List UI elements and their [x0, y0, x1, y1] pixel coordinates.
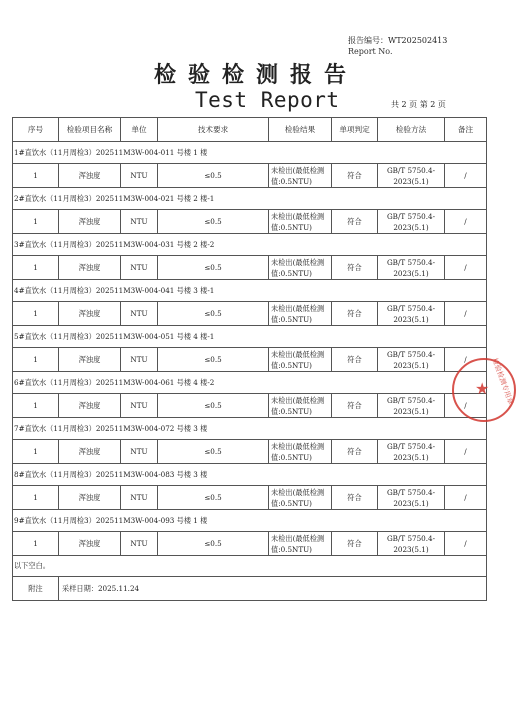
test-item: 浑浊度 — [59, 486, 121, 510]
remark-cell: / — [445, 486, 487, 510]
method-cell: GB/T 5750.4-2023(5.1) — [378, 256, 445, 280]
page-info: 共 2 页 第 2 页 — [391, 100, 446, 109]
remark-cell: / — [445, 164, 487, 188]
sample-group-row — [13, 188, 487, 210]
note-label: 附注 — [13, 577, 59, 601]
sample-group-title: 9#直饮水（11月周检3）202511M3W-004-093 号楼 1 楼 — [13, 510, 487, 532]
row-number: 1 — [13, 164, 59, 188]
unit-cell: NTU — [121, 440, 158, 464]
method-cell: GB/T 5750.4-2023(5.1) — [378, 164, 445, 188]
sample-group-row — [13, 372, 487, 394]
sample-group-title: 7#直饮水（11月周检3）202511M3W-004-072 号楼 3 楼 — [13, 418, 487, 440]
sample-group-title: 4#直饮水（11月周检3）202511M3W-004-041 号楼 3 楼-1 — [13, 280, 487, 302]
verdict-cell: 符合 — [332, 486, 378, 510]
table-header-row — [13, 118, 487, 142]
method-cell: GB/T 5750.4-2023(5.1) — [378, 210, 445, 234]
remark-cell: / — [445, 256, 487, 280]
test-item: 浑浊度 — [59, 394, 121, 418]
row-number: 1 — [13, 302, 59, 326]
report-number-en-label: Report No. — [348, 47, 393, 56]
report-number-label: 报告编号：WT202502413 — [348, 36, 448, 45]
test-item: 浑浊度 — [59, 348, 121, 372]
remark-cell: / — [445, 302, 487, 326]
requirement-cell: ≤0.5 — [158, 302, 269, 326]
requirement-cell: ≤0.5 — [158, 486, 269, 510]
result-cell: 未检出(最低检测值:0.5NTU) — [269, 348, 332, 372]
remark-cell: / — [445, 532, 487, 556]
unit-cell: NTU — [121, 348, 158, 372]
remark-cell: / — [445, 394, 487, 418]
verdict-cell: 符合 — [332, 164, 378, 188]
sample-group-title: 6#直饮水（11月周检3）202511M3W-004-061 号楼 4 楼-2 — [13, 372, 487, 394]
table-row — [13, 164, 487, 188]
report-number — [348, 35, 447, 57]
column-header: 检验项目名称 — [59, 118, 121, 142]
unit-cell: NTU — [121, 210, 158, 234]
requirement-cell: ≤0.5 — [158, 532, 269, 556]
row-number: 1 — [13, 256, 59, 280]
remark-cell: / — [445, 440, 487, 464]
sampling-date: 采样日期：2025.11.24 — [59, 577, 487, 601]
row-number: 1 — [13, 394, 59, 418]
requirement-cell: ≤0.5 — [158, 164, 269, 188]
test-item: 浑浊度 — [59, 302, 121, 326]
table-end-row — [13, 556, 487, 577]
sample-group-row — [13, 326, 487, 348]
row-number: 1 — [13, 210, 59, 234]
column-header: 单项判定 — [332, 118, 378, 142]
column-header: 单位 — [121, 118, 158, 142]
table-row — [13, 256, 487, 280]
row-number: 1 — [13, 486, 59, 510]
unit-cell: NTU — [121, 302, 158, 326]
seal-stamp-text: 检验检测专用章 — [490, 356, 515, 406]
verdict-cell: 符合 — [332, 256, 378, 280]
unit-cell: NTU — [121, 532, 158, 556]
test-item: 浑浊度 — [59, 532, 121, 556]
requirement-cell: ≤0.5 — [158, 210, 269, 234]
column-header: 检验结果 — [269, 118, 332, 142]
sample-group-title: 8#直饮水（11月周检3）202511M3W-004-083 号楼 3 楼 — [13, 464, 487, 486]
star-icon: ★ — [475, 379, 490, 398]
result-cell: 未检出(最低检测值:0.5NTU) — [269, 164, 332, 188]
method-cell: GB/T 5750.4-2023(5.1) — [378, 532, 445, 556]
result-cell: 未检出(最低检测值:0.5NTU) — [269, 440, 332, 464]
test-item: 浑浊度 — [59, 440, 121, 464]
table-row — [13, 486, 487, 510]
results-table — [12, 117, 490, 601]
result-cell: 未检出(最低检测值:0.5NTU) — [269, 486, 332, 510]
result-cell: 未检出(最低检测值:0.5NTU) — [269, 210, 332, 234]
row-number: 1 — [13, 532, 59, 556]
table-row — [13, 532, 487, 556]
column-header: 技术要求 — [158, 118, 269, 142]
verdict-cell: 符合 — [332, 302, 378, 326]
result-cell: 未检出(最低检测值:0.5NTU) — [269, 532, 332, 556]
method-cell: GB/T 5750.4-2023(5.1) — [378, 486, 445, 510]
test-item: 浑浊度 — [59, 210, 121, 234]
result-cell: 未检出(最低检测值:0.5NTU) — [269, 394, 332, 418]
blank-below-note: 以下空白。 — [13, 556, 487, 577]
sample-group-row — [13, 142, 487, 164]
remark-cell: / — [445, 210, 487, 234]
seal-stamp — [452, 358, 516, 422]
table-row — [13, 302, 487, 326]
column-header: 检验方法 — [378, 118, 445, 142]
table-row — [13, 440, 487, 464]
table-row — [13, 394, 487, 418]
requirement-cell: ≤0.5 — [158, 394, 269, 418]
sample-group-title: 3#直饮水（11月周检3）202511M3W-004-031 号楼 2 楼-2 — [13, 234, 487, 256]
column-header: 序号 — [13, 118, 59, 142]
method-cell: GB/T 5750.4-2023(5.1) — [378, 394, 445, 418]
sample-group-row — [13, 280, 487, 302]
verdict-cell: 符合 — [332, 348, 378, 372]
row-number: 1 — [13, 440, 59, 464]
table-row — [13, 210, 487, 234]
requirement-cell: ≤0.5 — [158, 440, 269, 464]
sample-group-row — [13, 234, 487, 256]
result-cell: 未检出(最低检测值:0.5NTU) — [269, 256, 332, 280]
unit-cell: NTU — [121, 394, 158, 418]
sample-group-row — [13, 418, 487, 440]
row-number: 1 — [13, 348, 59, 372]
table-row — [13, 348, 487, 372]
unit-cell: NTU — [121, 486, 158, 510]
sample-group-title: 1#直饮水（11月周检3）202511M3W-004-011 号楼 1 楼 — [13, 142, 487, 164]
result-cell: 未检出(最低检测值:0.5NTU) — [269, 302, 332, 326]
sample-group-title: 2#直饮水（11月周检3）202511M3W-004-021 号楼 2 楼-1 — [13, 188, 487, 210]
unit-cell: NTU — [121, 164, 158, 188]
verdict-cell: 符合 — [332, 532, 378, 556]
note-row — [13, 577, 487, 601]
verdict-cell: 符合 — [332, 440, 378, 464]
column-header: 备注 — [445, 118, 487, 142]
sample-group-row — [13, 510, 487, 532]
method-cell: GB/T 5750.4-2023(5.1) — [378, 302, 445, 326]
method-cell: GB/T 5750.4-2023(5.1) — [378, 440, 445, 464]
requirement-cell: ≤0.5 — [158, 256, 269, 280]
sample-group-row — [13, 464, 487, 486]
unit-cell: NTU — [121, 256, 158, 280]
remark-cell: / — [445, 348, 487, 372]
report-title-cn: 检验检测报告 — [153, 62, 358, 88]
sample-group-title: 5#直饮水（11月周检3）202511M3W-004-051 号楼 4 楼-1 — [13, 326, 487, 348]
test-item: 浑浊度 — [59, 164, 121, 188]
report-title-en: Test Report — [195, 88, 340, 112]
method-cell: GB/T 5750.4-2023(5.1) — [378, 348, 445, 372]
verdict-cell: 符合 — [332, 210, 378, 234]
requirement-cell: ≤0.5 — [158, 348, 269, 372]
test-item: 浑浊度 — [59, 256, 121, 280]
verdict-cell: 符合 — [332, 394, 378, 418]
